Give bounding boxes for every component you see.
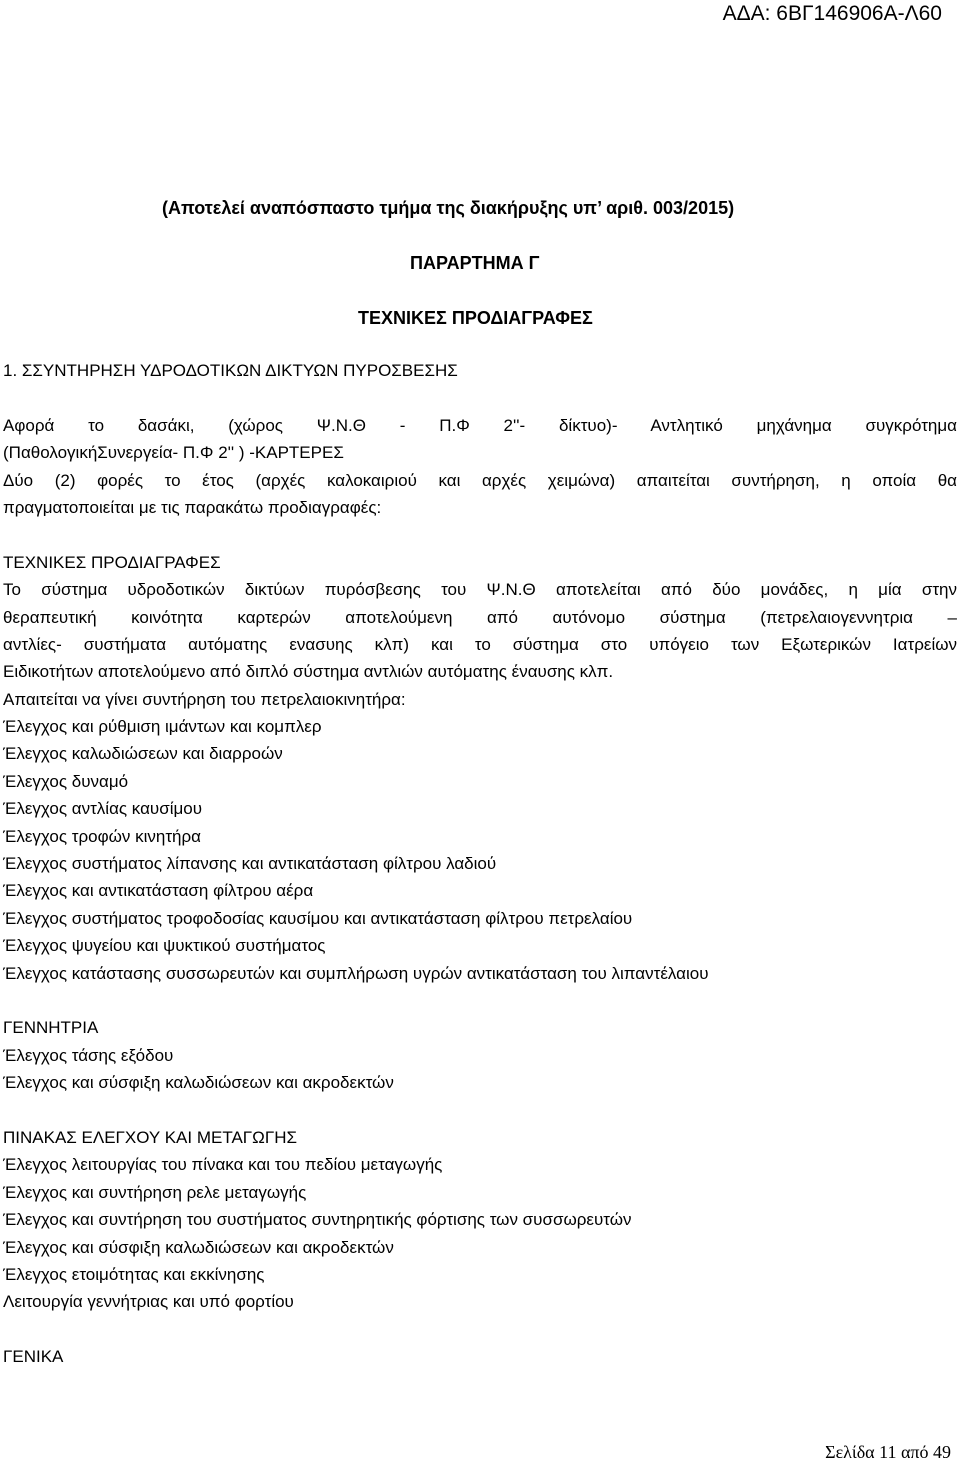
control-panel-heading: ΠΙΝΑΚΑΣ ΕΛΕΓΧΟΥ ΚΑΙ ΜΕΤΑΓΩΓΗΣ xyxy=(3,1127,297,1147)
spacer xyxy=(3,521,957,548)
intro-line: (ΠαθολογικήΣυνεργεία- Π.Φ 2'' ) -ΚΑΡΤΕΡΕΣ xyxy=(3,443,344,463)
list-item: Έλεγχος καλωδιώσεων και διαρροών xyxy=(3,744,283,764)
specs-heading: ΤΕΧΝΙΚΕΣ ΠΡΟΔΙΑΓΡΑΦΕΣ xyxy=(3,552,221,572)
list-item: Έλεγχος και συντήρηση ρελε μεταγωγής xyxy=(3,1182,307,1202)
list-item: Έλεγχος τάσης εξόδου xyxy=(3,1045,174,1065)
list-item: Έλεγχος αντλίας καυσίμου xyxy=(3,799,203,819)
list-item: Έλεγχος δυναμό xyxy=(3,771,129,791)
specs-paragraph-line: Ειδικοτήτων αποτελούμενο από διπλό σύστημα αντλιών αυτόματης έναυσης κλπ. xyxy=(3,662,614,682)
list-item: Έλεγχος συστήματος τροφοδοσίας καυσίμου και αντικατάσταση φίλτρου πετρελαίου xyxy=(3,908,633,928)
specs-paragraph-line: αντλίες- συστήματα αυτόματης ενασυης κλπ) και το σύστημα στο υπόγειο των Εξωτερικών Ιατρείων xyxy=(3,634,957,654)
list-item: Έλεγχος κατάστασης συσσωρευτών και συμπλήρωση υγρών αντικατάσταση του λιπαντέλαιου xyxy=(3,963,709,983)
spacer xyxy=(3,1097,957,1124)
generator-heading: ΓΕΝΝΗΤΡΙΑ xyxy=(3,1018,99,1038)
list-item: Έλεγχος συστήματος λίπανσης και αντικατάσταση φίλτρου λαδιού xyxy=(3,854,497,874)
specs-main-title: ΤΕΧΝΙΚΕΣ ΠΡΟΔΙΑΓΡΑΦΕΣ xyxy=(358,308,593,328)
section-1-heading: 1. ΣΣΥΝΤΗΡΗΣΗ ΥΔΡΟΔΟΤΙΚΩΝ ΔΙΚΤΥΩΝ ΠΥΡΟΣΒΕΣΗΣ xyxy=(3,361,458,380)
intro-line: Δύο (2) φορές το έτος (αρχές καλοκαιριού και αρχές χειμώνα) απαιτείται συντήρηση, η οποία θα xyxy=(3,470,957,490)
excerpt-note: (Αποτελεί αναπόσπαστο τμήμα της διακήρυξης υπ’ αριθ. 003/2015) xyxy=(162,198,735,218)
page-label: Σελίδα xyxy=(825,1442,875,1462)
list-item: Έλεγχος και ρύθμιση ιμάντων και κομπλερ xyxy=(3,717,322,737)
ada-code: ΑΔΑ: 6ΒΓ146906Α-Λ60 xyxy=(722,2,942,25)
specs-paragraph-line: Το σύστημα υδροδοτικών δικτύων πυρόσβεσης του Ψ.Ν.Θ αποτελείται από δύο μονάδες, η μία στην xyxy=(3,580,957,600)
total-pages: 49 xyxy=(933,1442,951,1462)
spacer xyxy=(3,1316,957,1343)
engine-maintenance-heading: Απαιτείται να γίνει συντήρηση του πετρελαιοκινητήρα: xyxy=(3,689,406,709)
list-item: Έλεγχος και σύσφιξη καλωδιώσεων και ακροδεκτών xyxy=(3,1237,394,1257)
list-item: Έλεγχος ετοιμότητας και εκκίνησης xyxy=(3,1264,265,1284)
general-heading: ΓΕΝΙΚΑ xyxy=(3,1347,64,1367)
current-page: 11 xyxy=(879,1442,897,1462)
list-item: Έλεγχος και σύσφιξη καλωδιώσεων και ακροδεκτών xyxy=(3,1073,394,1093)
list-item: Έλεγχος και αντικατάσταση φίλτρου αέρα xyxy=(3,881,314,901)
intro-line: Αφορά το δασάκι, (χώρος Ψ.Ν.Θ - Π.Φ 2''- δίκτυο)- Αντλητικό μηχάνημα συγκρότημα xyxy=(3,415,957,435)
list-item: Έλεγχος και συντήρηση του συστήματος συντηρητικής φόρτισης των συσσωρευτών xyxy=(3,1210,632,1230)
appendix-title: ΠΑΡΑΡΤΗΜΑ Γ xyxy=(410,253,540,273)
spacer xyxy=(3,384,957,411)
specs-paragraph-line: θεραπευτική κοινότητα καρτερών αποτελούμενη από αυτόνομο σύστημα (πετρελαιογεννητρια – xyxy=(3,607,957,627)
spacer xyxy=(3,987,957,1014)
list-item: Έλεγχος λειτουργίας του πίνακα και του πεδίου μεταγωγής xyxy=(3,1155,443,1175)
of-label: από xyxy=(900,1442,929,1462)
page-number xyxy=(825,1442,951,1463)
list-item: Έλεγχος ψυγείου και ψυκτικού συστήματος xyxy=(3,936,326,956)
intro-line: πραγματοποιείται με τις παρακάτω προδιαγραφές: xyxy=(3,497,382,517)
list-item: Λειτουργία γεννήτριας και υπό φορτίου xyxy=(3,1292,294,1312)
document-body xyxy=(3,357,957,1370)
list-item: Έλεγχος τροφών κινητήρα xyxy=(3,826,202,846)
